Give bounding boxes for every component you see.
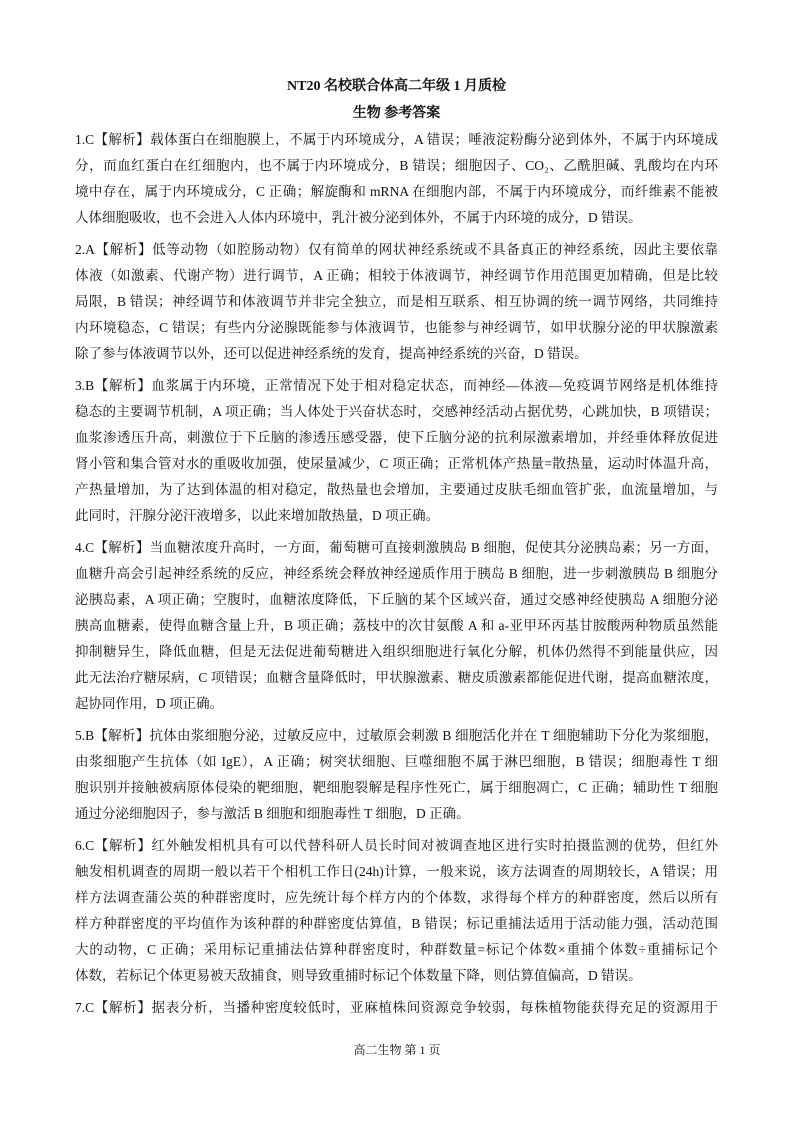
answer-line: 2.A【解析】低等动物（如腔肠动物）仅有简单的网状神经系统或不具备真正的神经系统，因此主要依靠 [75,242,718,257]
answer-line: 由浆细胞产生抗体（如 IgE），A 正确；树突状细胞、巨噬细胞不属于淋巴细胞，B 错误；细胞毒性 T 细 [75,754,718,769]
answer-item-5 [75,723,718,827]
answer-line: 样方种群密度的平均值作为该种群的种群密度估算值，B 错误；标记重捕法适用于活动能力强，活动范围 [75,916,718,931]
answer-line: 血浆渗透压升高，刺激位于下丘脑的渗透压感受器，使下丘脑分泌的抗利尿激素增加，并经垂体释放促进 [75,430,718,445]
answer-line: 4.C【解析】当血糖浓度升高时，一方面，葡萄糖可直接刺激胰岛 B 细胞，促使其分泌胰岛素；另一方面， [75,540,718,555]
answer-line: 泌胰岛素，A 项正确；空腹时，血糖浓度降低，下丘脑的某个区域兴奋，通过交感神经使胰岛 A 细胞分泌 [75,592,718,607]
answer-line: 样方法调查蒲公英的种群密度时，应先统计每个样方内的个体数，求得每个样方的种群密度，然后以所有 [75,890,718,905]
answer-line: 分，而血红蛋白在红细胞内，也不属于内环境成分，B 错误；细胞因子、CO₂、乙酰胆碱、乳酸均在内环 [75,158,718,173]
answer-line: 胞识别并接触被病原体侵染的靶细胞，靶细胞裂解是程序性死亡，属于细胞凋亡，C 正确；辅助性 T 细胞 [75,780,718,795]
answer-line: 6.C【解析】红外触发相机具有可以代替科研人员长时间对被调查地区进行实时拍摄监测的优势，但红外 [75,838,718,853]
answer-item-7 [75,995,718,1021]
answer-line: 人体细胞吸收，也不会进入人体内环境中，乳汁被分泌到体外，不属于内环境的成分，D 错误。 [75,210,642,225]
answer-item-3 [75,373,718,529]
answer-line: 1.C【解析】载体蛋白在细胞膜上，不属于内环境成分，A 错误；唾液淀粉酶分泌到体外，不属于内环境成 [75,132,718,147]
answer-line: 血糖升高会引起神经系统的反应，神经系统会释放神经递质作用于胰岛 B 细胞，进一步刺激胰岛 B 细胞分 [75,566,718,581]
answer-line: 5.B【解析】抗体由浆细胞分泌，过敏反应中，过敏原会刺激 B 细胞活化并在 T 细胞辅助下分化为浆细胞， [75,728,718,743]
answer-line: 产热量增加，为了达到体温的相对稳定，散热量也会增加，主要通过皮肤毛细血管扩张，血流量增加，与 [75,482,718,497]
answer-line: 体数，若标记个体更易被天敌捕食，则导致重捕时标记个体数量下降，则估算值偏高，D 错误。 [75,968,642,983]
answer-line: 体液（如激素、代谢产物）进行调节，A 正确；相较于体液调节，神经调节作用范围更加精确，但是比较 [75,268,718,283]
answer-line: 触发相机调查的周期一般以若干个相机工作日(24h)计算，一般来说，该方法调查的周期较长，A 错误；用 [75,864,718,879]
answer-line: 局限，B 错误；神经调节和体液调节并非完全独立，而是相互联系、相互协调的统一调节网络，共同维持 [75,294,718,309]
document-subtitle: 生物 参考答案 [352,106,441,121]
answer-line: 7.C【解析】据表分析，当播种密度较低时，亚麻植株间资源竞争较弱，每株植物能获得充足的资源用于 [75,1000,718,1015]
answer-line: 此同时，汗腺分泌汗液增多，以此来增加散热量，D 项正确。 [75,508,440,523]
document-title: NT20 名校联合体高二年级 1 月质检 [287,79,506,94]
answer-line: 境中存在，属于内环境成分，C 正确；解旋酶和 mRNA 在细胞内部，不属于内环境成分，而纤维素不能被 [75,184,718,199]
answer-line: 起协同作用，D 项正确。 [75,696,224,711]
answer-item-1 [75,127,718,231]
answer-line: 肾小管和集合管对水的重吸收加强，使尿量减少，C 项正确；正常机体产热量=散热量，运动时体温升高， [75,456,718,471]
answer-key-document [75,73,718,1021]
answer-item-6 [75,833,718,989]
answer-line: 内环境稳态，C 错误；有些内分泌腺既能参与体液调节，也能参与神经调节，如甲状腺分泌的甲状腺激素 [75,320,718,335]
answer-line: 稳态的主要调节机制，A 项正确；当人体处于兴奋状态时，交感神经活动占据优势，心跳加快，B 项错误； [75,404,718,419]
answer-line: 通过分泌细胞因子，参与激活 B 细胞和细胞毒性 T 细胞，D 正确。 [75,806,470,821]
answer-line: 抑制糖异生，降低血糖，但是无法促进葡萄糖进入组织细胞进行氧化分解，机体仍然得不到能量供应，因 [75,644,718,659]
answer-item-4 [75,535,718,717]
page-footer: 高二生物 第 1 页 [353,1043,441,1057]
answer-line: 3.B【解析】血浆属于内环境，正常情况下处于相对稳定状态，而神经—体液—免疫调节网络是机体维持 [75,378,718,393]
answer-line: 除了参与体液调节以外，还可以促进神经系统的发育，提高神经系统的兴奋，D 错误。 [75,346,588,361]
answer-line: 胰高血糖素，使得血糖含量上升，B 项正确；荔枝中的次甘氨酸 A 和 a-亚甲环丙基甘胺酸两种物质虽然能 [75,618,718,633]
answer-line: 此无法治疗糖尿病，C 项错误；血糖含量降低时，甲状腺激素、糖皮质激素都能促进代谢，提高血糖浓度， [75,670,718,685]
answer-item-2 [75,237,718,367]
answer-line: 大的动物，C 正确；采用标记重捕法估算种群密度时，种群数量=标记个体数×重捕个体数÷重捕标记个 [75,942,718,957]
